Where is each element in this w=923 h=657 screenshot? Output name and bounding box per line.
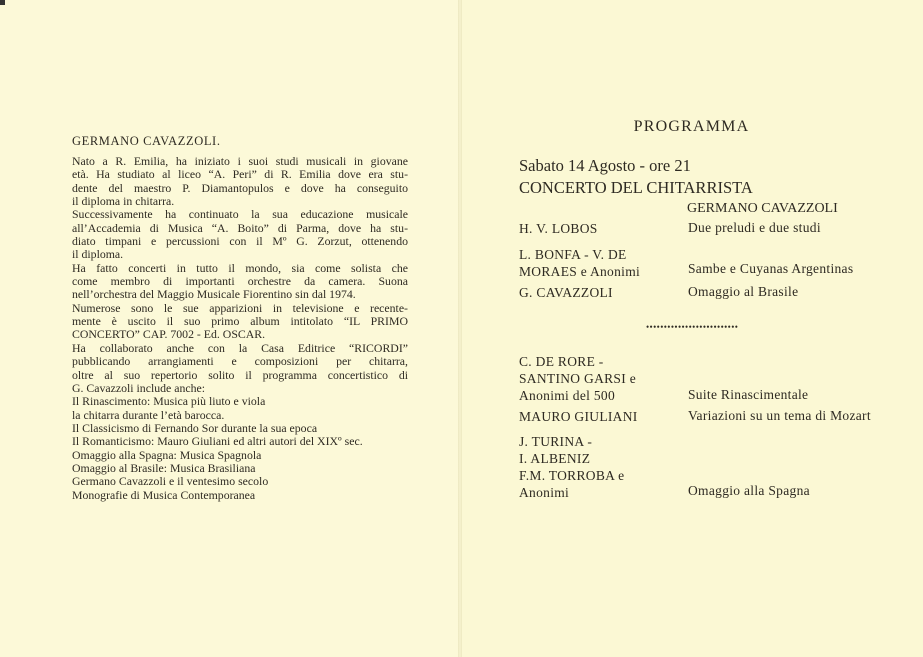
composer-line: G. CAVAZZOLI [519,285,613,300]
event-info [519,155,838,219]
programme-heading: PROGRAMMA [633,118,750,135]
composer-line: J. TURINA - [519,434,593,449]
piece-due-preludi: Due preludi e due studi [688,220,821,235]
biography-text [72,155,408,502]
biography-line: CONCERTO” CAP. 7002 - Ed. OSCAR. [72,327,266,342]
biography-line: Ha collaborato anche con la Casa Editrice “RICORDI” [72,340,408,355]
composer-line: Anonimi del 500 [519,388,615,403]
biography-line: il diploma in chitarra. [72,194,175,209]
composer-cavazzoli [519,284,613,301]
composer-giuliani [519,408,638,425]
biography-line: Germano Cavazzoli e il ventesimo secolo [72,474,269,489]
composer-line: F.M. TORROBA e [519,468,625,483]
biography-line: Il Rinascimento: Musica più liuto e viola [72,394,266,409]
biography-line: nell’orchestra del Maggio Musicale Fiorentino sin dal 1974. [72,287,356,302]
biography-line: mente è uscito il suo primo album intitolato “IL PRIMO [72,314,408,329]
composer-line: MAURO GIULIANI [519,409,638,424]
piece-variazioni-mozart: Variazioni su un tema di Mozart [688,408,871,423]
piece-suite-rinascimentale: Suite Rinascimentale [688,387,809,402]
composer-lobos [519,220,598,237]
biography-line: dente del maestro P. Diamantopulos e dove ha conseguito [72,180,408,195]
biography-line: Il Classicismo di Fernando Sor durante la sua epoca [72,420,318,435]
biography-line: come membro di importanti orchestre da camera. Suona [72,274,408,289]
composer-line: C. DE RORE - [519,354,604,369]
biography-line: pubblicando arrangiamenti e composizioni per chitarra, [72,354,408,369]
performer-name: GERMANO CAVAZZOLI [687,201,838,216]
composer-de-rore [519,353,636,404]
biography-line: Nato a R. Emilia, ha iniziato i suoi studi musicali in giovane [72,154,408,168]
biography-line: il diploma. [72,247,124,262]
composer-line: SANTINO GARSI e [519,371,636,386]
biography-line: età. Ha studiato al liceo “A. Peri” di R. Emilia dove era stu- [72,167,408,182]
dotted-separator: •••••••••••••••••••••••••• [646,322,739,332]
piece-omaggio-spagna: Omaggio alla Spagna [688,483,810,498]
concert-title: CONCERTO DEL CHITARRISTA [519,178,753,197]
biography-line: all’Accademia di Musica “A. Boito” di Parma, dove ha stu- [72,220,408,235]
biography-line: Numerose sono le sue apparizioni in televisione e recente- [72,300,408,315]
biography-line: diato timpani e percussioni con il Mº G. Zorzut, ottenendo [72,234,408,249]
biography-line: Successivamente ha continuato la sua educazione musicale [72,207,408,222]
biography-line: la chitarra durante l’età barocca. [72,407,225,422]
biography-line: Monografie di Musica Contemporanea [72,487,256,502]
composer-line: Anonimi [519,485,570,500]
corner-mark [0,0,5,5]
page-fold [458,0,462,657]
composer-turina [519,433,624,501]
composer-line: H. V. LOBOS [519,221,598,236]
biography-line: Omaggio al Brasile: Musica Brasiliana [72,460,256,475]
biography-line: oltre al suo repertorio solito il programma concertistico di [72,367,408,382]
biography-line: G. Cavazzoli include anche: [72,380,205,395]
biography-line: Il Romanticismo: Mauro Giuliani ed altri autori del XIXº sec. [72,434,363,449]
composer-line: MORAES e Anonimi [519,264,641,279]
composer-bonfa [519,246,640,280]
event-date: Sabato 14 Agosto - ore 21 [519,156,691,175]
biography-line: Ha fatto concerti in tutto il mondo, sia come solista che [72,260,408,275]
composer-line: L. BONFA - V. DE [519,247,627,262]
biography-title: GERMANO CAVAZZOLI. [72,134,221,148]
piece-omaggio-brasile: Omaggio al Brasile [688,284,799,299]
piece-sambe: Sambe e Cuyanas Argentinas [688,261,854,276]
biography-line: Omaggio alla Spagna: Musica Spagnola [72,447,262,462]
composer-line: I. ALBENIZ [519,451,591,466]
